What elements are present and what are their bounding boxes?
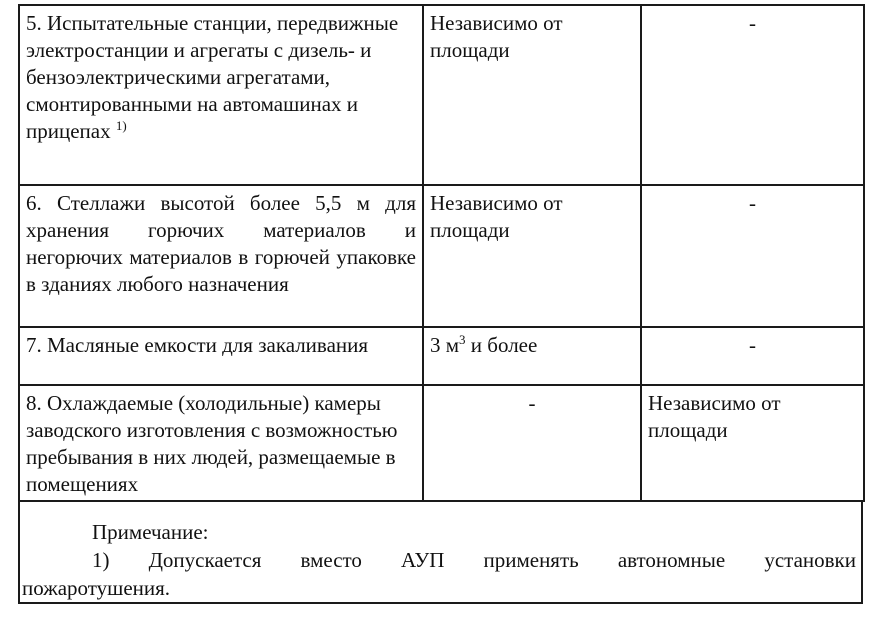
note-text: 1) Допускается вместо АУП применять автономные установки [92,548,856,572]
row-6-name: 6. Стеллажи высотой более 5,5 м для хранения горючих материалов и негорючих материалов в горючей упаковке в зданиях любого назначения [26,191,416,296]
row-5-aps-cell [641,5,864,185]
row-7-aup-rest: и более [465,333,538,357]
note-body [22,546,856,602]
row-5-footnote-mark: 1) [115,118,127,133]
note-section [18,502,863,604]
row-7-aup-unit-power: 3 [459,332,466,347]
row-5-name-cell [19,5,423,185]
note-title: Примечание: [92,520,209,544]
row-5-name: 5. Испытательные станции, передвижные электростанции и агрегаты с дизель- и бензоэлектрическими агрегатами, смонтированными на автомашинах и прицепах [26,11,399,143]
row-7-name-cell [19,327,423,385]
row-8-aup-cell [423,385,641,501]
row-7-aps: - [749,333,756,357]
row-5-aup: Независимо от площади [430,11,563,62]
note-text-end: пожаротушения. [22,576,171,600]
row-8-name: 8. Охлаждаемые (холодильные) камеры заводского изготовления с возможностью пребывания в них людей, размещаемые в помещениях [26,391,398,496]
row-7-aup-cell [423,327,641,385]
table-row [19,327,864,385]
row-7-aup-value: 3 м [430,333,460,357]
table-row [19,385,864,501]
row-7-aps-cell [641,327,864,385]
row-6-aps-cell [641,185,864,327]
norms-table [18,4,865,502]
row-5-aup-cell [423,5,641,185]
row-8-aps: Независимо от площади [648,391,781,442]
table-row [19,5,864,185]
row-7-name: 7. Масляные емкости для закаливания [26,333,369,357]
document-page [18,4,863,604]
row-6-aup-cell [423,185,641,327]
row-6-name-cell [19,185,423,327]
row-8-aps-cell [641,385,864,501]
row-5-aps: - [749,11,756,35]
row-8-name-cell [19,385,423,501]
row-6-aps: - [749,191,756,215]
row-6-aup: Независимо от площади [430,191,563,242]
row-8-aup: - [528,391,536,415]
table-row [19,185,864,327]
